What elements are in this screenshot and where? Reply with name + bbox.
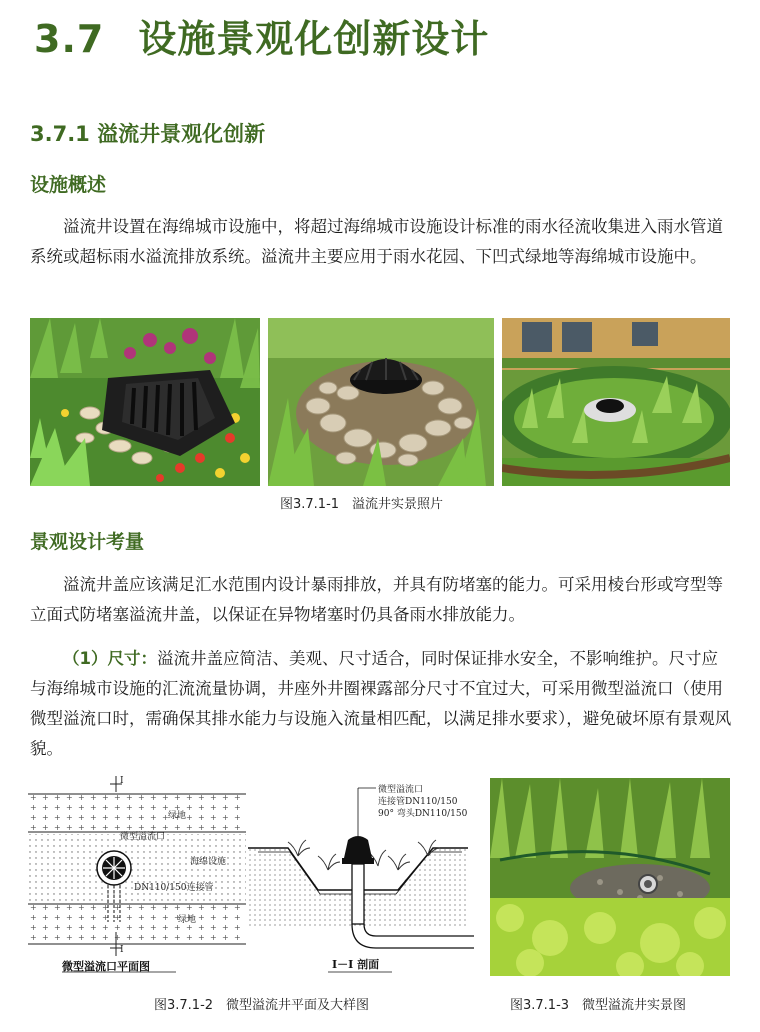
section-title: 设施景观化创新设计 xyxy=(138,17,490,61)
figure1-caption: 图3.7.1-1 溢流井实景照片 xyxy=(280,497,444,512)
overview-heading: 设施概述 xyxy=(30,174,107,196)
section-label-2: 连接管DN110/150 xyxy=(378,797,458,807)
plan-section-mark-bottom: I xyxy=(120,945,124,955)
photo-grate-flowerbed xyxy=(30,318,260,486)
size-lead-label: （1）尺寸： xyxy=(63,649,157,668)
plan-label-green-top: 绿地 xyxy=(168,811,187,821)
section-title: I－I 剖面 xyxy=(332,958,380,971)
plan-drawing xyxy=(28,772,246,976)
section-label-1: 微型溢流口 xyxy=(378,785,424,795)
plan-section-mark-top: I xyxy=(120,776,124,786)
section-label-3: 90° 弯头DN110/150 xyxy=(378,809,468,819)
section-heading xyxy=(34,8,489,63)
figure2-caption: 图3.7.1-2 微型溢流井平面及大样图 xyxy=(154,998,370,1013)
design-paragraph-1: 溢流井盖应该满足汇水范围内设计暴雨排放，并具有防堵塞的能力。可采用棱台形或穹型等立面式防堵塞溢流井盖，以保证在异物堵塞时仍具备雨水排放能力。 xyxy=(30,575,723,624)
design-paragraph-2 xyxy=(30,644,732,764)
plan-title: 微型溢流口平面图 xyxy=(62,960,150,973)
photo-rain-garden xyxy=(502,318,730,486)
plan-label-green-bottom: 绿地 xyxy=(178,915,197,925)
section-number: 3.7 xyxy=(34,17,105,61)
section-drawing xyxy=(248,778,474,978)
size-text: 溢流井盖应简洁、美观、尺寸适合，同时保证排水安全，不影响维护。尺寸应与海绵城市设施的汇流流量协调，井座外井圈裸露部分尺寸不宜过大，可采用微型溢流口（使用微型溢流口时，需确保其排水能力与设施入流量相匹配，以满足排水要求），避免破坏原有景观风貌。 xyxy=(30,649,732,758)
plan-label-micro: 微型溢流口 xyxy=(120,832,166,842)
figure3-caption: 图3.7.1-3 微型溢流井实景图 xyxy=(510,998,687,1013)
subsection-heading: 3.7.1 溢流井景观化创新 xyxy=(30,122,266,146)
design-heading: 景观设计考量 xyxy=(30,531,145,553)
photo-micro-overflow xyxy=(490,778,730,976)
photo-dome-pebbles xyxy=(268,318,494,486)
overview-paragraph: 溢流井设置在海绵城市设施中，将超过海绵城市设施设计标准的雨水径流收集进入雨水管道系统或超标雨水溢流排放系统。溢流井主要应用于雨水花园、下凹式绿地等海绵城市设施中。 xyxy=(30,217,723,266)
plan-label-facility: 海绵设施 xyxy=(190,857,227,867)
plan-label-pipe: DN110/150连接管 xyxy=(134,883,214,893)
